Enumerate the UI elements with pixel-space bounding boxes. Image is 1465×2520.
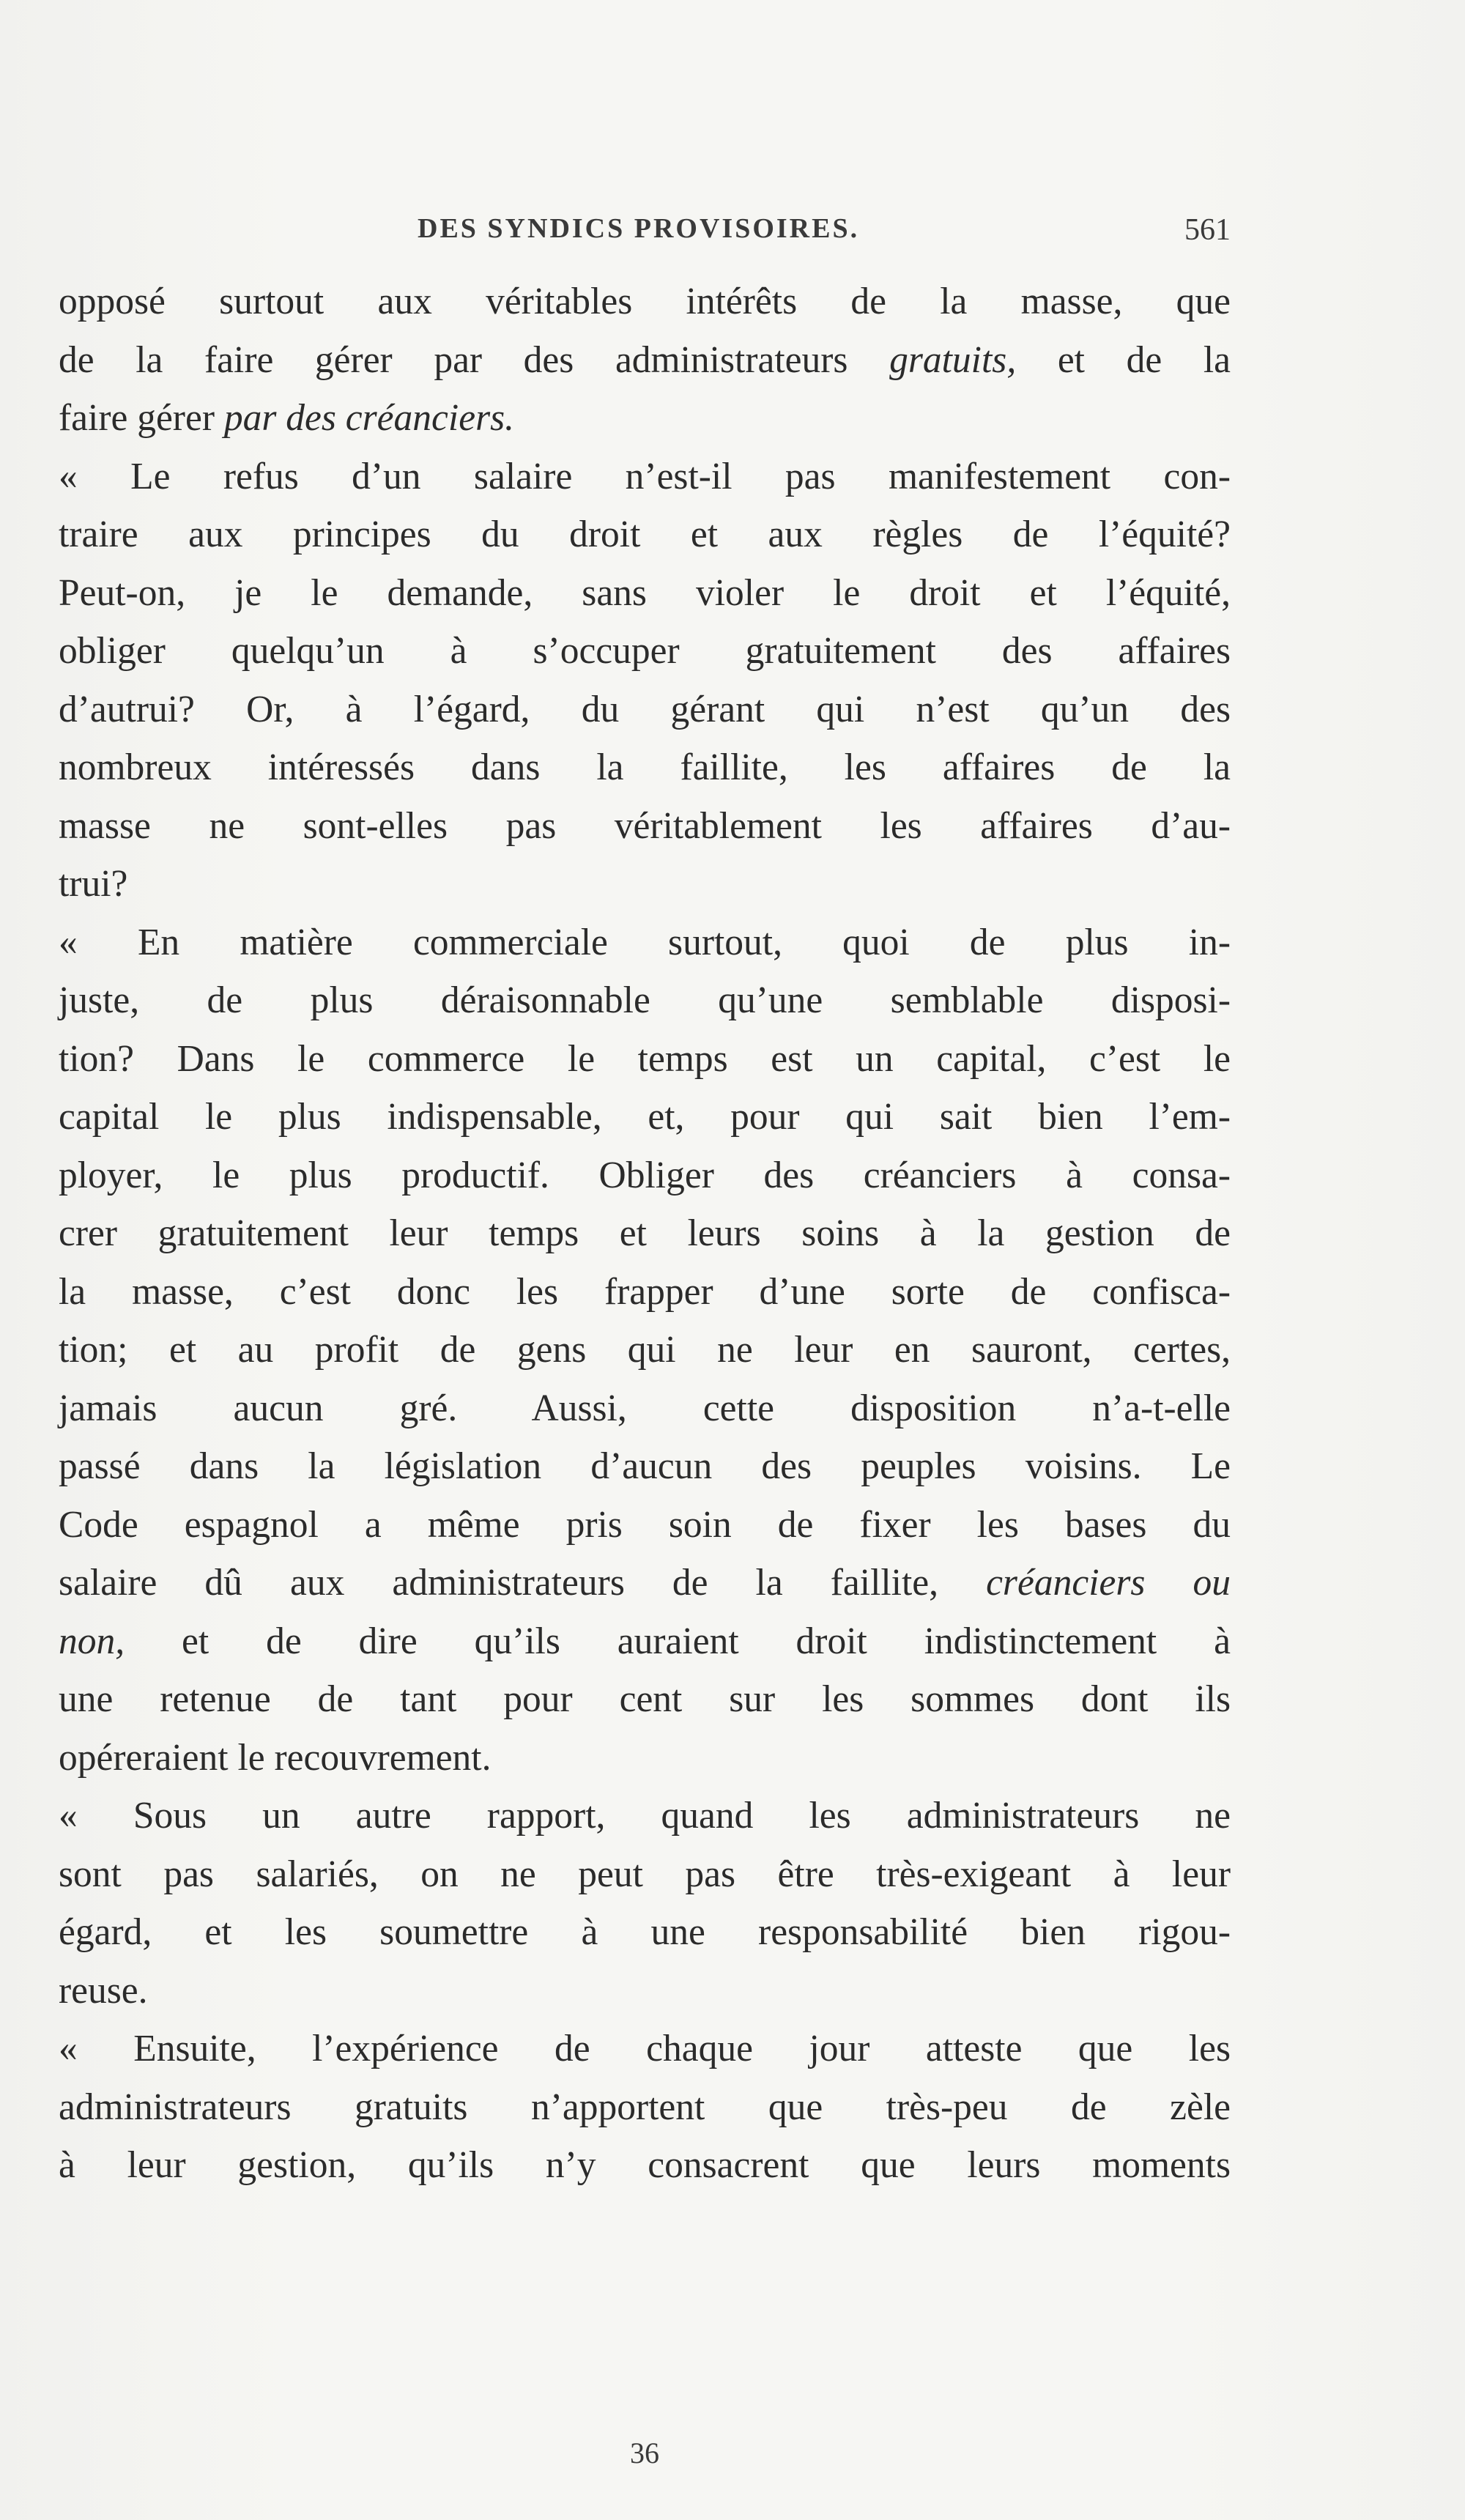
line-text: « Le refus d’un salaire n’est-il pas manifestement con- — [59, 455, 1231, 497]
text-line — [59, 622, 1231, 681]
page-header — [59, 212, 1231, 256]
line-text: administrateurs gratuits n’apportent que très-peu de zèle — [59, 2086, 1231, 2128]
running-title: DES SYNDICS PROVISOIRES. — [418, 213, 860, 244]
text-line — [59, 273, 1231, 331]
line-text: et de la — [1016, 338, 1231, 381]
text-line — [59, 1612, 1231, 1671]
italic-text: créanciers ou — [986, 1562, 1231, 1604]
line-text: obliger quelqu’un à s’occuper gratuitement des affaires — [59, 630, 1231, 672]
text-line — [59, 1845, 1231, 1904]
text-line — [59, 1379, 1231, 1438]
line-text: opéreraient le recouvrement. — [59, 1736, 492, 1779]
line-text: « Ensuite, l’expérience de chaque jour atteste que les — [59, 2028, 1231, 2069]
text-line — [59, 1729, 1231, 1787]
text-line — [59, 1321, 1231, 1379]
line-text: une retenue de tant pour cent sur les sommes dont ils — [59, 1678, 1231, 1720]
text-line — [59, 1088, 1231, 1146]
text-line — [59, 2136, 1231, 2195]
text-line — [59, 1554, 1231, 1612]
line-text: passé dans la législation d’aucun des peuples voisins. Le — [59, 1445, 1231, 1487]
line-text: égard, et les soumettre à une responsabilité bien rigou- — [59, 1911, 1231, 1953]
italic-text: non, — [59, 1620, 125, 1662]
line-text: tion; et au profit de gens qui ne leur en sauront, certes, — [59, 1329, 1231, 1371]
text-line — [59, 331, 1231, 390]
text-line — [59, 1263, 1231, 1322]
line-text: traire aux principes du droit et aux règles de l’équité? — [59, 514, 1231, 555]
line-text: jamais aucun gré. Aussi, cette disposition n’a-t-elle — [59, 1387, 1231, 1429]
line-text: opposé surtout aux véritables intérêts de la masse, que — [59, 281, 1231, 322]
line-text: salaire dû aux administrateurs de la faillite, — [59, 1562, 987, 1604]
line-text: Peut-on, je le demande, sans violer le droit et l’équité, — [59, 571, 1231, 614]
text-line — [59, 738, 1231, 797]
body-text — [59, 273, 1231, 2195]
line-text: « En matière commerciale surtout, quoi de plus in- — [59, 921, 1231, 963]
line-text: d’autrui? Or, à l’égard, du gérant qui n’est qu’un des — [59, 688, 1231, 730]
page-number: 561 — [1184, 213, 1231, 247]
italic-text: par des créanciers. — [223, 397, 515, 439]
text-line — [59, 971, 1231, 1030]
line-text: la masse, c’est donc les frapper d’une sorte de confisca- — [59, 1270, 1231, 1313]
line-text: capital le plus indispensable, et, pour qui sait bien l’em- — [59, 1096, 1231, 1138]
line-text: sont pas salariés, on ne peut pas être très-exigeant à leur — [59, 1853, 1231, 1895]
text-line — [59, 1437, 1231, 1496]
line-text: à leur gestion, qu’ils n’y consacrent que leurs moments — [59, 2144, 1231, 2186]
text-line — [59, 1030, 1231, 1089]
text-line — [59, 2020, 1231, 2078]
line-text: juste, de plus déraisonnable qu’une semblable disposi- — [59, 979, 1231, 1021]
signature-mark: 36 — [630, 2436, 659, 2469]
line-text: trui? — [59, 863, 128, 905]
text-line — [59, 914, 1231, 972]
text-line — [59, 1496, 1231, 1554]
text-line — [59, 505, 1231, 564]
text-line — [59, 2078, 1231, 2137]
line-text: reuse. — [59, 1969, 148, 2012]
text-line — [59, 1204, 1231, 1263]
line-text: ployer, le plus productif. Obliger des créanciers à consa- — [59, 1154, 1231, 1196]
line-text: et de dire qu’ils auraient droit indistinctement à — [125, 1620, 1231, 1662]
line-text: Code espagnol a même pris soin de fixer les bases du — [59, 1503, 1231, 1546]
line-text: crer gratuitement leur temps et leurs soins à la gestion de — [59, 1212, 1231, 1254]
text-line — [59, 448, 1231, 506]
text-line — [59, 1146, 1231, 1205]
line-text: masse ne sont-elles pas véritablement les affaires d’au- — [59, 804, 1231, 847]
text-line — [59, 855, 1231, 914]
italic-text: gratuits, — [889, 338, 1017, 381]
text-line — [59, 1903, 1231, 1962]
text-line — [59, 1787, 1231, 1845]
text-line — [59, 1670, 1231, 1729]
text-line — [59, 389, 1231, 448]
line-text: de la faire gérer par des administrateurs — [59, 338, 890, 381]
line-text: tion? Dans le commerce le temps est un capital, c’est le — [59, 1037, 1231, 1080]
text-line — [59, 681, 1231, 739]
line-text: faire gérer — [59, 397, 224, 439]
text-line — [59, 1962, 1231, 2020]
line-text: « Sous un autre rapport, quand les administrateurs ne — [59, 1795, 1231, 1837]
text-line — [59, 797, 1231, 856]
line-text: nombreux intéressés dans la faillite, les affaires de la — [59, 746, 1231, 788]
text-line — [59, 564, 1231, 623]
